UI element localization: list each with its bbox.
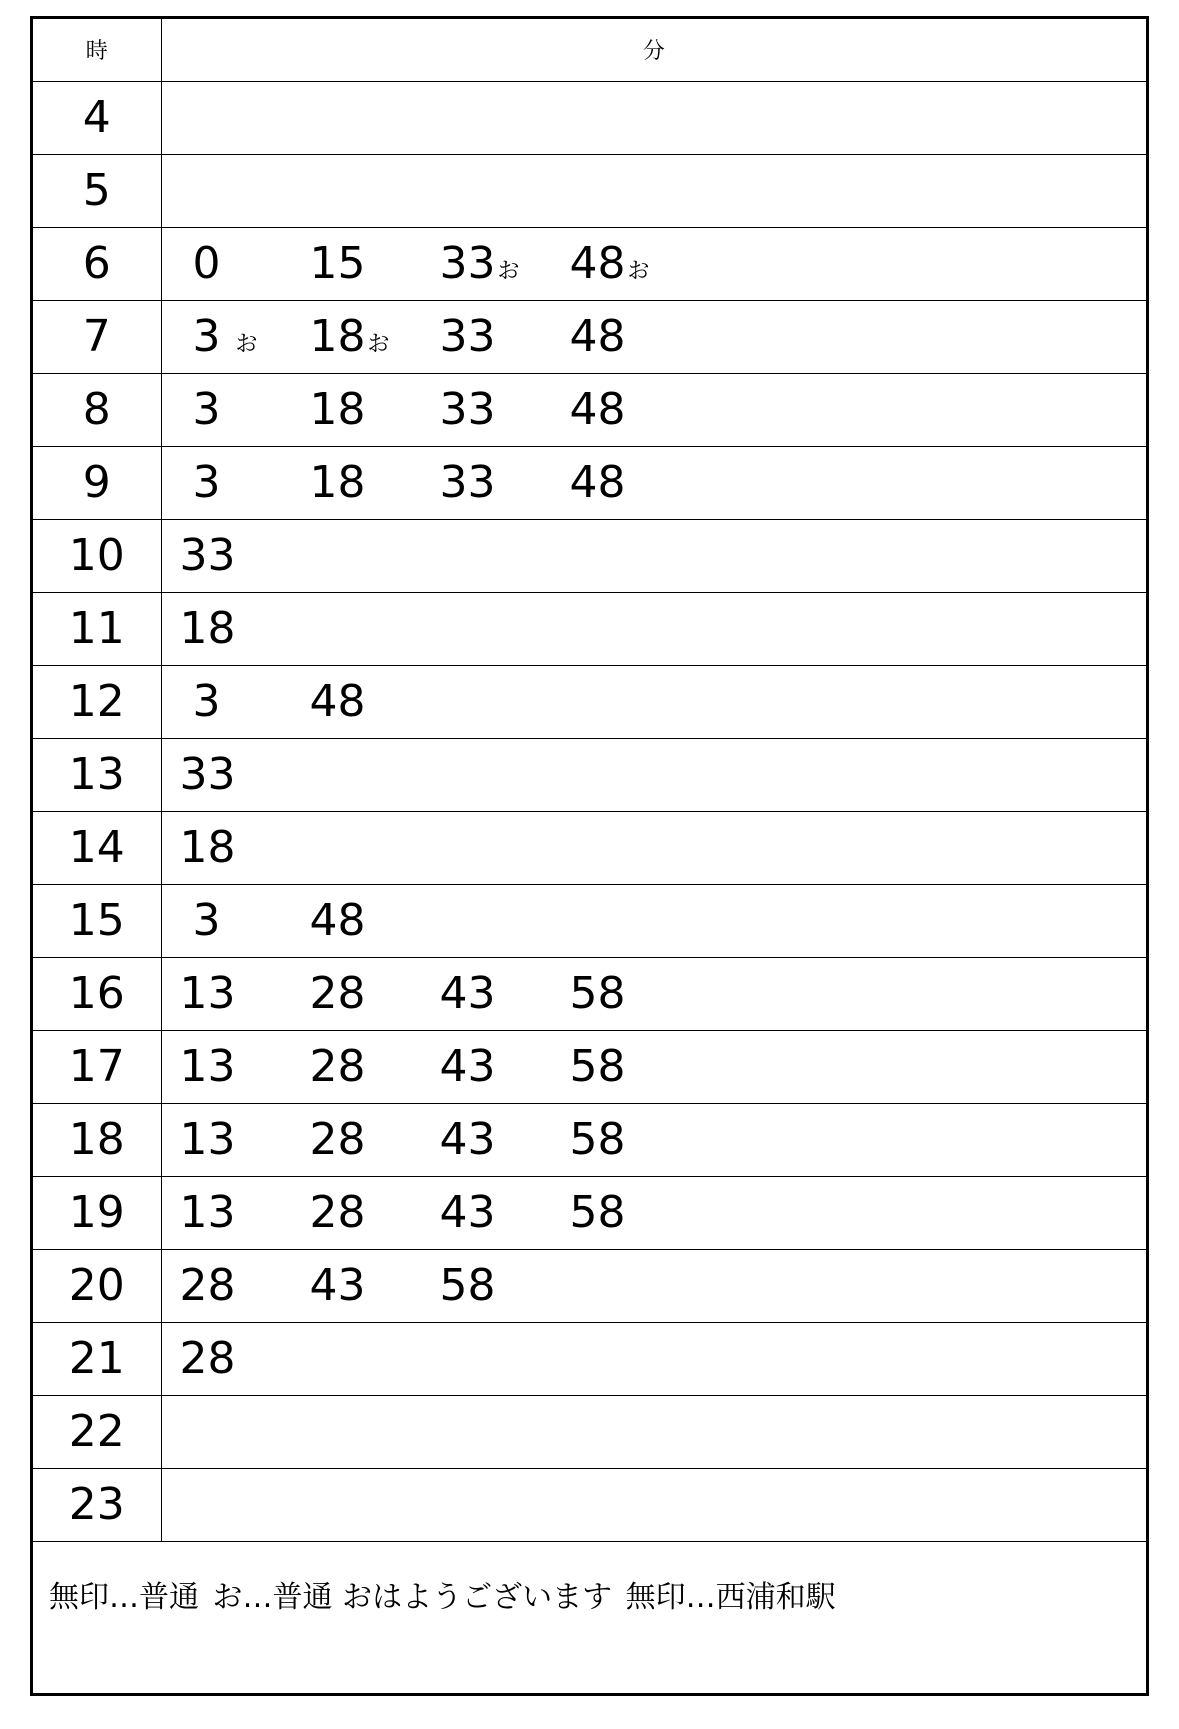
minutes-cell	[161, 957, 1146, 1030]
hour-row	[33, 227, 1146, 300]
hour-cell: 14	[33, 811, 161, 884]
departure-minute: 43	[439, 967, 496, 1019]
hour-cell: 20	[33, 1249, 161, 1322]
departure-minute: 43	[309, 1259, 366, 1311]
hour-cell: 19	[33, 1176, 161, 1249]
departure-minute: 33	[439, 456, 496, 508]
departure	[309, 237, 440, 289]
hour-cell: 13	[33, 738, 161, 811]
departure	[569, 383, 700, 435]
departure	[439, 1186, 570, 1238]
minutes-cell	[161, 738, 1146, 811]
hour-row	[33, 373, 1146, 446]
minutes-cell	[161, 1468, 1146, 1541]
hour-cell: 23	[33, 1468, 161, 1541]
hour-cell: 9	[33, 446, 161, 519]
departure-minute: 48	[569, 237, 626, 289]
departure	[439, 456, 570, 508]
departure	[309, 310, 440, 362]
departure	[179, 1040, 310, 1092]
minutes-cell	[161, 1249, 1146, 1322]
minutes-cell	[161, 1030, 1146, 1103]
departure-minute: 43	[439, 1186, 496, 1238]
departure	[569, 967, 700, 1019]
minutes-cell	[161, 373, 1146, 446]
minutes-cell	[161, 81, 1146, 154]
departure	[180, 675, 310, 727]
minutes-cell	[161, 1176, 1146, 1249]
departure-minute: 48	[569, 310, 626, 362]
minutes-cell	[161, 1322, 1146, 1395]
minutes-cell	[161, 227, 1146, 300]
hour-cell: 11	[33, 592, 161, 665]
departure	[179, 1113, 310, 1165]
departure	[179, 1332, 310, 1384]
minutes-cell	[161, 154, 1146, 227]
legend-item-plain-local: 無印…普通	[49, 1580, 199, 1615]
departure-minute: 3	[192, 894, 221, 946]
departure-minute: 48	[569, 383, 626, 435]
departure-minute: 28	[179, 1259, 236, 1311]
departure	[439, 1113, 570, 1165]
departure-minute: 48	[569, 456, 626, 508]
hour-cell: 7	[33, 300, 161, 373]
departure-minute: 28	[309, 1186, 366, 1238]
departure-minute: 58	[569, 967, 626, 1019]
departure	[179, 1186, 310, 1238]
departure	[180, 894, 310, 946]
departure-minute: 3	[192, 675, 221, 727]
departure-minute: 3	[192, 383, 221, 435]
departure	[180, 456, 310, 508]
hour-row	[33, 1103, 1146, 1176]
hour-row	[33, 884, 1146, 957]
minutes-cell	[161, 446, 1146, 519]
departure-minute: 13	[179, 1186, 236, 1238]
departure	[439, 967, 570, 1019]
minutes-cell	[161, 1103, 1146, 1176]
timetable	[33, 19, 1146, 1542]
departure-minute: 3	[192, 310, 221, 362]
hour-row	[33, 1030, 1146, 1103]
departure	[309, 894, 440, 946]
departure-minute: 33	[439, 310, 496, 362]
legend-item-destination: 無印…西浦和駅	[625, 1580, 836, 1615]
hour-cell: 6	[33, 227, 161, 300]
departure-minute: 33	[439, 383, 496, 435]
departure-minute: 43	[439, 1040, 496, 1092]
departure	[569, 310, 700, 362]
minutes-cell	[161, 300, 1146, 373]
departure-minute: 33	[179, 529, 236, 581]
departure-minute: 33	[439, 237, 496, 289]
departure-minute: 18	[309, 310, 366, 362]
departure-minute: 28	[309, 1113, 366, 1165]
minutes-cell	[161, 884, 1146, 957]
departure	[179, 821, 310, 873]
hour-row	[33, 81, 1146, 154]
timetable-header-row	[33, 19, 1146, 81]
minutes-cell	[161, 1395, 1146, 1468]
departure	[179, 967, 310, 1019]
hour-row	[33, 300, 1146, 373]
departure	[309, 967, 440, 1019]
departure-minute: 58	[439, 1259, 496, 1311]
hour-row	[33, 1395, 1146, 1468]
departure-type-mark: お	[497, 258, 520, 284]
hour-cell: 8	[33, 373, 161, 446]
departure	[439, 1259, 570, 1311]
departure-minute: 0	[192, 237, 221, 289]
departure-minute: 58	[569, 1186, 626, 1238]
departure-minute: 13	[179, 967, 236, 1019]
departure	[309, 456, 440, 508]
departure	[309, 1259, 440, 1311]
departure-minute: 43	[439, 1113, 496, 1165]
hour-cell: 5	[33, 154, 161, 227]
hour-cell: 21	[33, 1322, 161, 1395]
departure	[180, 237, 310, 289]
departure	[439, 237, 570, 289]
departure-minute: 13	[179, 1040, 236, 1092]
departure	[439, 1040, 570, 1092]
legend	[49, 1572, 840, 1616]
departure-minute: 18	[179, 821, 236, 873]
departure	[309, 1040, 440, 1092]
hour-row	[33, 811, 1146, 884]
departure-minute: 28	[309, 1040, 366, 1092]
departure	[309, 383, 440, 435]
hour-column-header: 時	[33, 19, 161, 81]
departure	[179, 1259, 310, 1311]
hour-row	[33, 1249, 1146, 1322]
hour-cell: 12	[33, 665, 161, 738]
legend-item-o-mark: お…普通 おはようございます	[212, 1580, 613, 1615]
departure	[439, 383, 570, 435]
departure	[569, 237, 700, 289]
hour-row	[33, 665, 1146, 738]
departure-minute: 3	[192, 456, 221, 508]
hour-cell: 4	[33, 81, 161, 154]
departure-minute: 28	[179, 1332, 236, 1384]
hour-row	[33, 446, 1146, 519]
hour-row	[33, 1322, 1146, 1395]
hour-row	[33, 154, 1146, 227]
departure-minute: 18	[179, 602, 236, 654]
departure	[569, 1186, 700, 1238]
hour-cell: 10	[33, 519, 161, 592]
departure	[180, 383, 310, 435]
hour-cell: 16	[33, 957, 161, 1030]
departure-minute: 33	[179, 748, 236, 800]
minute-column-header: 分	[161, 19, 1146, 81]
departure-minute: 48	[309, 675, 366, 727]
hour-row	[33, 1176, 1146, 1249]
hour-row	[33, 738, 1146, 811]
departure	[569, 1040, 700, 1092]
departure-minute: 13	[179, 1113, 236, 1165]
minutes-cell	[161, 592, 1146, 665]
departure-minute: 18	[309, 456, 366, 508]
minutes-cell	[161, 665, 1146, 738]
departure-minute: 28	[309, 967, 366, 1019]
departure-minute: 48	[309, 894, 366, 946]
hour-row	[33, 592, 1146, 665]
minutes-cell	[161, 811, 1146, 884]
departure	[179, 529, 310, 581]
departure-minute: 58	[569, 1040, 626, 1092]
timetable-sheet	[30, 16, 1149, 1696]
departure-type-mark: お	[235, 331, 258, 357]
departure	[180, 310, 310, 362]
hour-cell: 22	[33, 1395, 161, 1468]
hour-cell: 17	[33, 1030, 161, 1103]
departure-minute: 15	[309, 237, 366, 289]
departure	[309, 1113, 440, 1165]
departure-minute: 58	[569, 1113, 626, 1165]
hour-cell: 15	[33, 884, 161, 957]
departure	[309, 675, 440, 727]
hour-row	[33, 1468, 1146, 1541]
minutes-cell	[161, 519, 1146, 592]
departure-minute: 18	[309, 383, 366, 435]
departure	[309, 1186, 440, 1238]
departure	[569, 1113, 700, 1165]
departure	[179, 748, 310, 800]
hour-row	[33, 957, 1146, 1030]
hour-cell: 18	[33, 1103, 161, 1176]
timetable-body	[33, 81, 1146, 1541]
departure-type-mark: お	[627, 258, 650, 284]
departure-type-mark: お	[367, 331, 390, 357]
hour-row	[33, 519, 1146, 592]
departure	[439, 310, 570, 362]
departure	[569, 456, 700, 508]
departure	[179, 602, 310, 654]
